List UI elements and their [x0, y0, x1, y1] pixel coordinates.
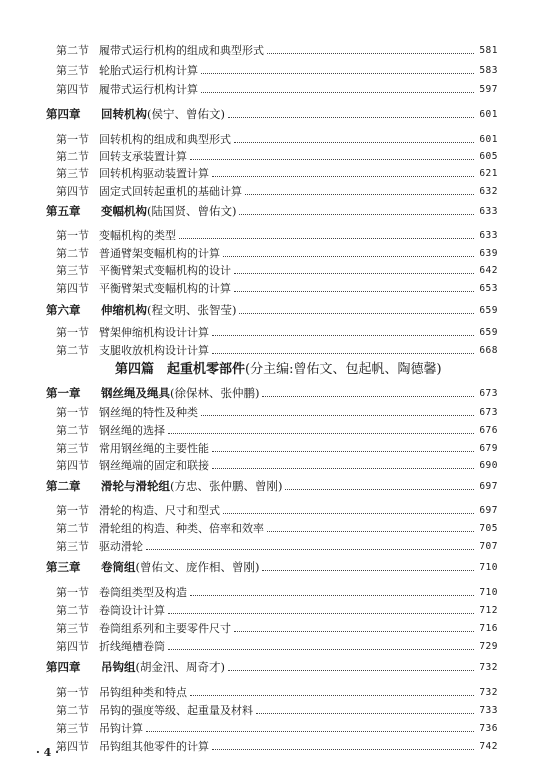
- chapter-title: [101, 302, 236, 318]
- page-ref: 710: [479, 586, 498, 598]
- page-ref: 659: [479, 304, 498, 316]
- section-number: 第二节: [56, 604, 89, 617]
- section-number: 第一节: [56, 406, 89, 419]
- chapter-title: [101, 385, 259, 401]
- section-number: 第一节: [56, 586, 89, 599]
- chapter-name: 卷筒组: [101, 560, 136, 574]
- section-number: 第一节: [56, 504, 89, 517]
- chapter-authors: (曾佑文、庞作相、曾刚): [135, 560, 260, 574]
- chapter-number: 第三章: [46, 560, 81, 574]
- chapter-entry: [0, 104, 551, 124]
- chapter-title: [101, 559, 259, 575]
- section-number: 第四节: [56, 282, 89, 295]
- section-title: 固定式回转起重机的基础计算: [99, 185, 242, 198]
- chapter-entry: [0, 383, 551, 403]
- section-title: 履带式运行机构计算: [99, 83, 198, 96]
- page-ref: 601: [479, 108, 498, 120]
- section-entry: [0, 718, 551, 738]
- section-entry: [0, 225, 551, 245]
- page-ref: 633: [479, 205, 498, 217]
- section-title: 轮胎式运行机构计算: [99, 64, 198, 77]
- chapter-entry: [0, 557, 551, 577]
- section-entry: [0, 340, 551, 360]
- section-title: 吊钩组其他零件的计算: [99, 740, 209, 753]
- chapter-number: 第一章: [46, 386, 81, 400]
- dot-leader: [234, 631, 474, 632]
- section-number: 第四节: [56, 459, 89, 472]
- section-number: 第一节: [56, 229, 89, 242]
- chapter-name: 吊钩组: [101, 660, 136, 674]
- section-number: 第二节: [56, 150, 89, 163]
- section-title: 滑轮的构造、尺寸和型式: [99, 504, 220, 517]
- dot-leader: [190, 695, 474, 696]
- section-number: 第一节: [56, 686, 89, 699]
- dot-leader: [190, 159, 474, 160]
- page-ref: 732: [479, 686, 498, 698]
- section-entry: [0, 582, 551, 602]
- page-ref: 581: [479, 44, 498, 56]
- section-title: 吊钩组种类和特点: [99, 686, 187, 699]
- page-ref: 583: [479, 64, 498, 76]
- section-title: 支腿收放机构设计计算: [99, 344, 209, 357]
- chapter-title: [101, 659, 225, 675]
- page-ref: 710: [479, 561, 498, 573]
- page-ref: 712: [479, 604, 498, 616]
- dot-leader: [212, 176, 474, 177]
- dot-leader: [212, 468, 474, 469]
- chapter-authors: (胡金汛、周奇才): [135, 660, 225, 674]
- part-editors: (分主编:曾佑文、包起帆、陶德馨): [245, 362, 442, 377]
- section-title: 普通臂架变幅机构的计算: [99, 247, 220, 260]
- section-number: 第四节: [56, 185, 89, 198]
- dot-leader: [146, 549, 474, 550]
- section-number: 第一节: [56, 326, 89, 339]
- page-ref: 642: [479, 264, 498, 276]
- section-title: 平衡臂架式变幅机构的设计: [99, 264, 231, 277]
- section-entry: [0, 420, 551, 440]
- section-entry: [0, 636, 551, 656]
- chapter-authors: (侯宁、曾佑文): [147, 107, 225, 121]
- dot-leader: [228, 117, 474, 118]
- dot-leader: [168, 613, 474, 614]
- page-ref: 673: [479, 387, 498, 399]
- page-ref: 690: [479, 459, 498, 471]
- section-title: 回转机构的组成和典型形式: [99, 133, 231, 146]
- chapter-name: 伸缩机构: [101, 303, 147, 317]
- section-number: 第四节: [56, 83, 89, 96]
- dot-leader: [239, 313, 474, 314]
- dot-leader: [267, 531, 474, 532]
- section-title: 滑轮组的构造、种类、倍率和效率: [99, 522, 264, 535]
- chapter-entry: [0, 300, 551, 320]
- section-entry: [0, 278, 551, 298]
- dot-leader: [256, 713, 474, 714]
- chapter-authors: (陆国贤、曾佑文): [147, 204, 237, 218]
- section-title: 履带式运行机构的组成和典型形式: [99, 44, 264, 57]
- page-ref: 639: [479, 247, 498, 259]
- chapter-entry: [0, 657, 551, 677]
- section-title: 臂架伸缩机构设计计算: [99, 326, 209, 339]
- section-number: 第三节: [56, 540, 89, 553]
- dot-leader: [267, 53, 474, 54]
- section-entry: [0, 181, 551, 201]
- part-number: 第四篇: [115, 362, 155, 377]
- page-ref: 679: [479, 442, 498, 454]
- dot-leader: [262, 570, 474, 571]
- section-number: 第三节: [56, 442, 89, 455]
- page-ref: 732: [479, 661, 498, 673]
- section-title: 卷筒组类型及构造: [99, 586, 187, 599]
- dot-leader: [228, 670, 474, 671]
- section-title: 卷筒设计计算: [99, 604, 165, 617]
- dot-leader: [234, 291, 474, 292]
- dot-leader: [168, 433, 474, 434]
- section-number: 第二节: [56, 522, 89, 535]
- section-entry: [0, 79, 551, 99]
- part-title: 起重机零部件: [167, 362, 246, 377]
- page-ref: 597: [479, 83, 498, 95]
- page-ref: 633: [479, 229, 498, 241]
- page-ref: 697: [479, 480, 498, 492]
- dot-leader: [212, 749, 474, 750]
- page-ref: 676: [479, 424, 498, 436]
- page-ref: 632: [479, 185, 498, 197]
- section-entry: [0, 536, 551, 556]
- page-ref: 621: [479, 167, 498, 179]
- section-number: 第二节: [56, 44, 89, 57]
- chapter-number: 第四章: [46, 107, 81, 121]
- dot-leader: [212, 353, 474, 354]
- section-entry: [0, 600, 551, 620]
- section-entry: [0, 700, 551, 720]
- section-number: 第三节: [56, 622, 89, 635]
- chapter-name: 回转机构: [101, 107, 147, 121]
- section-number: 第二节: [56, 344, 89, 357]
- section-title: 吊钩计算: [99, 722, 143, 735]
- dot-leader: [223, 513, 474, 514]
- section-title: 折线绳槽卷筒: [99, 640, 165, 653]
- section-title: 常用钢丝绳的主要性能: [99, 442, 209, 455]
- page-ref: 673: [479, 406, 498, 418]
- section-entry: [0, 322, 551, 342]
- chapter-name: 变幅机构: [101, 204, 147, 218]
- section-number: 第二节: [56, 247, 89, 260]
- dot-leader: [223, 256, 474, 257]
- section-number: 第二节: [56, 704, 89, 717]
- chapter-number: 第二章: [46, 479, 81, 493]
- section-title: 驱动滑轮: [99, 540, 143, 553]
- section-entry: [0, 402, 551, 422]
- dot-leader: [239, 214, 474, 215]
- section-title: 卷筒组系列和主要零件尺寸: [99, 622, 231, 635]
- dot-leader: [234, 273, 474, 274]
- section-entry: [0, 518, 551, 538]
- section-entry: [0, 60, 551, 80]
- page-ref: 601: [479, 133, 498, 145]
- page-ref: 605: [479, 150, 498, 162]
- page-ref: 729: [479, 640, 498, 652]
- chapter-title: [101, 203, 236, 219]
- section-entry: [0, 500, 551, 520]
- section-entry: [0, 260, 551, 280]
- chapter-entry: [0, 201, 551, 221]
- chapter-name: 钢丝绳及绳具: [101, 386, 170, 400]
- section-title: 吊钩的强度等级、起重量及材料: [99, 704, 253, 717]
- section-entry: [0, 40, 551, 60]
- section-number: 第二节: [56, 424, 89, 437]
- chapter-authors: (徐保林、张仲鹏): [170, 386, 260, 400]
- section-title: 钢丝绳的选择: [99, 424, 165, 437]
- page-ref: 697: [479, 504, 498, 516]
- section-title: 变幅机构的类型: [99, 229, 176, 242]
- section-number: 第四节: [56, 740, 89, 753]
- section-entry: [0, 682, 551, 702]
- section-number: 第三节: [56, 167, 89, 180]
- page-ref: 736: [479, 722, 498, 734]
- section-title: 回转支承装置计算: [99, 150, 187, 163]
- chapter-number: 第四章: [46, 660, 81, 674]
- dot-leader: [201, 73, 474, 74]
- dot-leader: [245, 194, 474, 195]
- page-ref: 742: [479, 740, 498, 752]
- section-title: 回转机构驱动装置计算: [99, 167, 209, 180]
- part-heading: [115, 358, 495, 380]
- dot-leader: [146, 731, 474, 732]
- section-entry: [0, 618, 551, 638]
- dot-leader: [179, 238, 474, 239]
- page-ref: 668: [479, 344, 498, 356]
- section-number: 第三节: [56, 264, 89, 277]
- page-ref: 705: [479, 522, 498, 534]
- section-number: 第一节: [56, 133, 89, 146]
- page-number: · 4 ·: [36, 746, 59, 759]
- dot-leader: [201, 415, 474, 416]
- chapter-number: 第六章: [46, 303, 81, 317]
- chapter-authors: (程文明、张智莹): [147, 303, 237, 317]
- section-number: 第三节: [56, 722, 89, 735]
- chapter-entry: [0, 476, 551, 496]
- dot-leader: [212, 335, 474, 336]
- dot-leader: [190, 595, 474, 596]
- chapter-authors: (方忠、张仲鹏、曾刚): [170, 479, 283, 493]
- dot-leader: [285, 489, 474, 490]
- page-ref: 716: [479, 622, 498, 634]
- page-ref: 653: [479, 282, 498, 294]
- page-ref: 659: [479, 326, 498, 338]
- section-title: 钢丝绳的特性及种类: [99, 406, 198, 419]
- chapter-title: [101, 106, 225, 122]
- chapter-title: [101, 478, 282, 494]
- section-number: 第三节: [56, 64, 89, 77]
- dot-leader: [168, 649, 474, 650]
- dot-leader: [212, 451, 474, 452]
- section-entry: [0, 163, 551, 183]
- section-title: 平衡臂架式变幅机构的计算: [99, 282, 231, 295]
- chapter-name: 滑轮与滑轮组: [101, 479, 170, 493]
- section-entry: [0, 455, 551, 475]
- section-title: 钢丝绳端的固定和联接: [99, 459, 209, 472]
- dot-leader: [201, 92, 474, 93]
- page-ref: 733: [479, 704, 498, 716]
- section-number: 第四节: [56, 640, 89, 653]
- page-ref: 707: [479, 540, 498, 552]
- dot-leader: [262, 396, 474, 397]
- section-entry: [0, 736, 551, 756]
- chapter-number: 第五章: [46, 204, 81, 218]
- dot-leader: [234, 142, 474, 143]
